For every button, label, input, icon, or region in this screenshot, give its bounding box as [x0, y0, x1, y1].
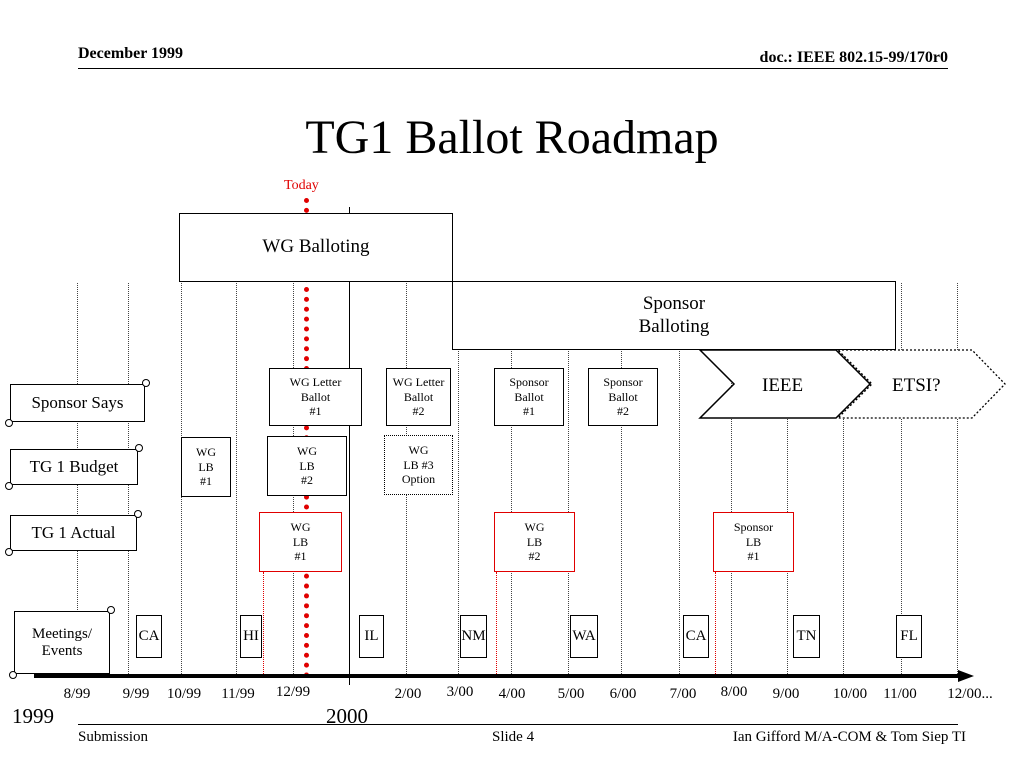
footer-rule: [78, 724, 958, 725]
sponsor-says-box-sponsor-ballot-1: [494, 368, 564, 426]
box-line: LB: [198, 459, 214, 474]
meeting-tn: TN: [793, 615, 820, 658]
box-line: Ballot: [514, 389, 544, 404]
footer-authors: Ian Gifford M/A-COM & Tom Siep TI: [732, 729, 966, 745]
box-line: WG: [297, 444, 317, 459]
footer-submission: Submission: [78, 729, 149, 745]
month-label: 11/00: [883, 686, 917, 702]
wg-balloting-label: WG Balloting: [262, 236, 370, 258]
month-label: 3/00: [446, 684, 474, 700]
actual-connector: [263, 572, 264, 676]
sponsor-says-text: Sponsor Says: [31, 393, 124, 412]
year-1999-label: 1999: [12, 704, 54, 728]
box-line: LB: [299, 458, 315, 473]
meeting-nm: NM: [460, 615, 487, 658]
meetings-text-line1: Meetings/: [32, 625, 92, 642]
grid-line: [236, 283, 237, 676]
box-line: Sponsor: [509, 375, 549, 390]
row-label-sponsor-says: [10, 384, 145, 422]
header-doc: doc.: IEEE 802.15-99/170r0: [759, 49, 948, 66]
budget-box-wg-lb-3-option: [384, 435, 453, 495]
row-label-meetings: [14, 611, 110, 674]
sponsor-says-box-wg-letter-ballot-1: [269, 368, 362, 426]
actual-box-wg-lb-2: [494, 512, 575, 572]
box-line: Sponsor: [603, 375, 643, 390]
sponsor-balloting-line2: Balloting: [638, 315, 710, 337]
sponsor-balloting-box: [452, 281, 896, 350]
box-line: #1: [294, 549, 307, 564]
row-label-tg1-budget: [10, 449, 138, 485]
month-label: 5/00: [557, 686, 585, 702]
box-line: #1: [309, 404, 322, 419]
box-line: Ballot: [300, 389, 331, 404]
actual-box-sponsor-lb-1: [713, 512, 794, 572]
etsi-label: ETSI?: [892, 375, 941, 396]
sponsor-balloting-line1: Sponsor: [642, 292, 706, 314]
month-label: 8/00: [720, 684, 748, 700]
month-label: 12/99: [275, 684, 311, 700]
box-line: WG: [290, 520, 311, 535]
meeting-fl: FL: [896, 615, 922, 658]
meeting-il: IL: [359, 615, 384, 658]
box-line: Sponsor: [733, 520, 774, 535]
month-label: 8/99: [63, 686, 91, 702]
meeting-ca-2: CA: [683, 615, 709, 658]
row-label-tg1-actual: [10, 515, 137, 551]
box-line: Ballot: [608, 389, 638, 404]
box-line: #1: [200, 474, 212, 489]
month-label: 10/99: [166, 686, 202, 702]
box-line: WG Letter: [392, 375, 445, 390]
box-line: #2: [412, 404, 425, 419]
month-label: 10/00: [832, 686, 868, 702]
box-line: WG: [524, 520, 545, 535]
ieee-label: IEEE: [762, 375, 804, 396]
meeting-hi: HI: [240, 615, 262, 658]
box-line: #1: [523, 404, 535, 419]
month-label: 6/00: [609, 686, 637, 702]
tg1-budget-text: TG 1 Budget: [29, 457, 119, 476]
sponsor-says-box-sponsor-ballot-2: [588, 368, 658, 426]
meetings-text-line2: Events: [41, 642, 83, 659]
actual-connector: [496, 572, 497, 676]
month-label: 4/00: [498, 686, 526, 702]
slide-title: TG1 Ballot Roadmap: [305, 111, 719, 164]
month-label: 11/99: [221, 686, 255, 702]
box-line: LB: [745, 534, 762, 549]
box-line: WG: [408, 443, 429, 458]
box-line: LB: [526, 534, 543, 549]
standards-chevrons: [698, 349, 1010, 419]
actual-connector: [715, 572, 716, 676]
header-date: December 1999: [78, 45, 183, 62]
month-label: 7/00: [669, 686, 697, 702]
box-line: WG: [196, 445, 216, 460]
month-label: 2/00: [394, 686, 422, 702]
actual-box-wg-lb-1: [259, 512, 342, 572]
box-line: #2: [617, 404, 629, 419]
meeting-wa: WA: [570, 615, 598, 658]
box-line: WG Letter: [289, 375, 342, 390]
month-label: 9/99: [122, 686, 150, 702]
budget-box-wg-lb-1: [181, 437, 231, 497]
timeline-arrow: [30, 668, 980, 684]
grid-line: [957, 283, 958, 676]
box-line: Ballot: [403, 389, 434, 404]
month-label: 12/00...: [947, 686, 993, 702]
meeting-ca: CA: [136, 615, 162, 658]
today-label: Today: [284, 178, 319, 193]
box-line: #1: [747, 549, 760, 564]
footer-slide-number: Slide 4: [492, 729, 535, 745]
wg-balloting-box: [179, 213, 453, 282]
box-line: LB: [292, 534, 309, 549]
tg1-actual-text: TG 1 Actual: [31, 523, 116, 542]
sponsor-says-box-wg-letter-ballot-2: [386, 368, 451, 426]
box-line: #2: [528, 549, 541, 564]
header-rule: [78, 68, 948, 69]
budget-box-wg-lb-2: [267, 436, 347, 496]
year-2000-label: 2000: [326, 704, 368, 728]
month-label: 9/00: [772, 686, 800, 702]
box-line: #2: [301, 473, 313, 488]
box-line: LB #3: [403, 457, 434, 472]
box-line: Option: [401, 472, 436, 487]
